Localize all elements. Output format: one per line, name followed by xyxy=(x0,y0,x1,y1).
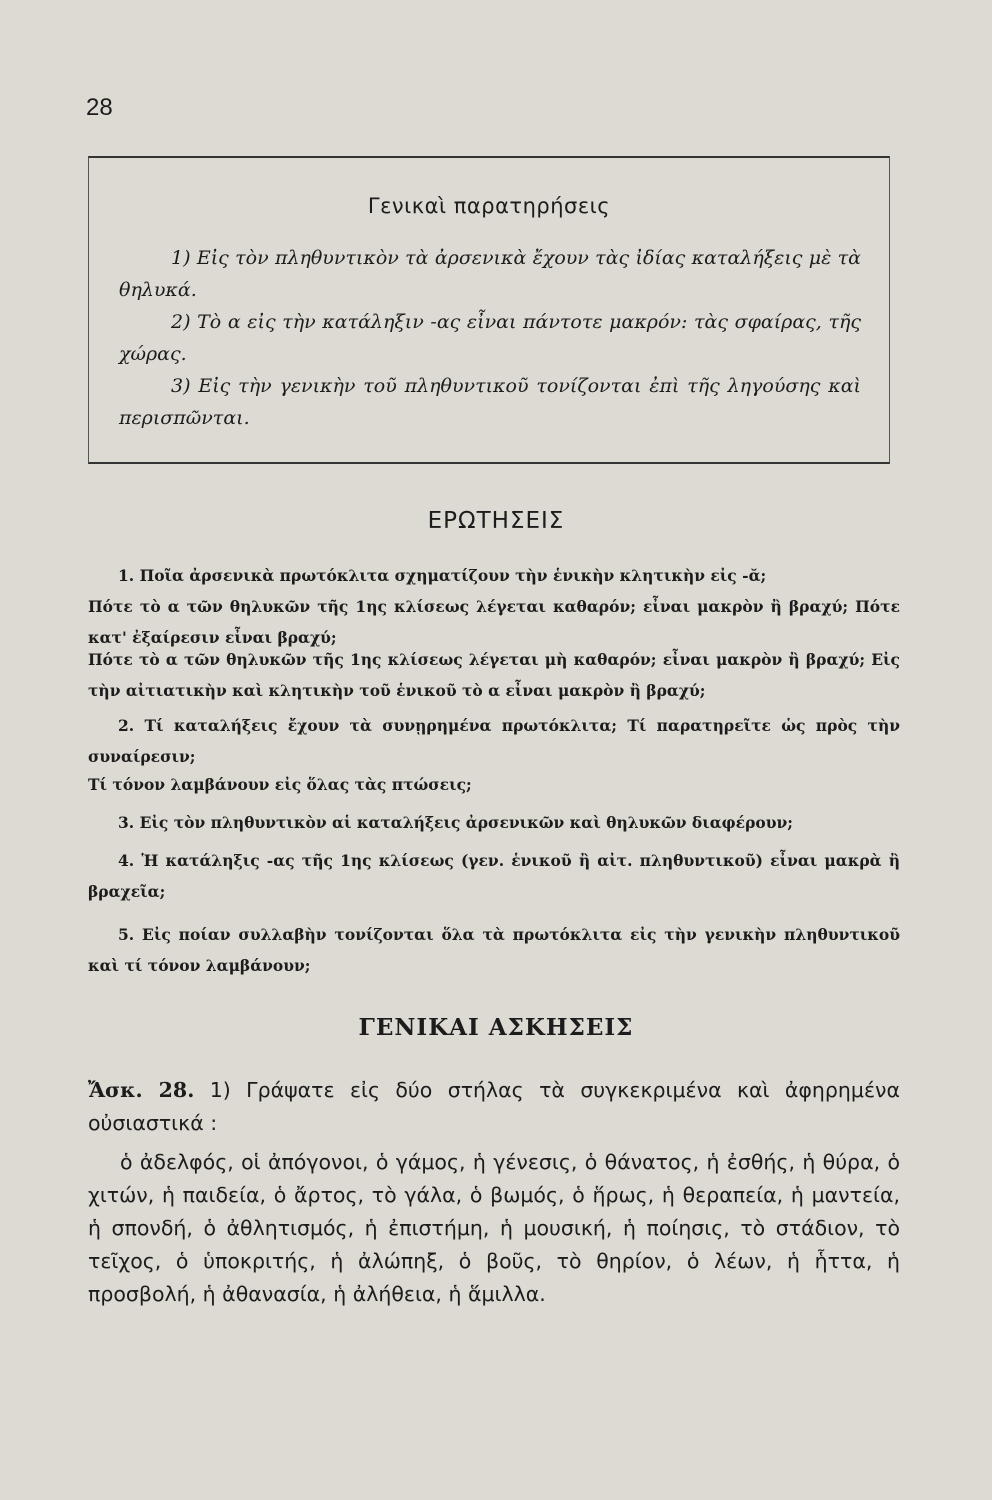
observations-box xyxy=(88,156,890,464)
exercise-instruction xyxy=(88,1074,900,1140)
question-1-part-b: Πότε τὸ α τῶν θηλυκῶν τῆς 1ης κλίσεως λέγεται καθαρόν; εἶναι μακρὸν ἢ βραχύ; Πότε κατ' ἐξαίρεσιν εἶναι βραχύ; xyxy=(88,597,900,647)
observation-item: 2) Τὸ α εἰς τὴν κατάληξιν -ας εἶναι πάντοτε μακρόν: τὰς σφαίρας, τῆς χώρας. xyxy=(119,311,861,365)
exercises-heading: ΓΕΝΙΚΑΙ ΑΣΚΗΣΕΙΣ xyxy=(358,1014,634,1041)
observation-item: 3) Εἰς τὴν γενικὴν τοῦ πληθυντικοῦ τονίζονται ἐπὶ τῆς ληγούσης καὶ περισπῶνται. xyxy=(119,375,861,429)
exercise-word-list: ὁ ἀδελφός, οἱ ἀπόγονοι, ὁ γάμος, ἡ γένεσις, ὁ θάνατος, ἡ ἐσθής, ἡ θύρα, ὁ χιτών, ἡ παιδεία, ὁ ἄρτος, τὸ γάλα, ὁ βωμός, ὁ ἥρως, ἡ θεραπεία, ἡ μαντεία, ἡ σπονδή, ὁ ἀθλητισμός, ἡ ἐπιστήμη, ἡ μουσική, ἡ ποίησις, τὸ στάδιον, τὸ τεῖχος, ὁ ὑποκριτής, ἡ ἀλώπηξ, ὁ βοῦς, τὸ θηρίον, ὁ λέων, ἡ ἧττα, ἡ προσβολή, ἡ ἀθανασία, ἡ ἀλήθεια, ἡ ἅμιλλα. xyxy=(88,1150,900,1306)
question-1: 1. Ποῖα ἀρσενικὰ πρωτόκλιτα σχηματίζουν τὴν ἑνικὴν κλητικὴν εἰς -ᾰ; xyxy=(118,566,767,585)
question-2-part-b: Τί τόνον λαμβάνουν εἰς ὅλας τὰς πτώσεις; xyxy=(88,775,472,794)
question-4: 4. Ἡ κατάληξις -ας τῆς 1ης κλίσεως (γεν. ἑνικοῦ ἢ αἰτ. πληθυντικοῦ) εἶναι μακρὰ ἢ βραχεῖα; xyxy=(88,851,900,901)
observation-item: 1) Εἰς τὸν πληθυντικὸν τὰ ἀρσενικὰ ἔχουν τὰς ἰδίας καταλήξεις μὲ τὰ θηλυκά. xyxy=(119,247,861,301)
question-1-part-c: Πότε τὸ α τῶν θηλυκῶν τῆς 1ης κλίσεως λέγεται μὴ καθαρόν; εἶναι μακρὸν ἢ βραχύ; Εἰς τὴν αἰτιατικὴν καὶ κλητικὴν τοῦ ἑνικοῦ τὸ α εἶναι μακρὸν ἢ βραχύ; xyxy=(88,650,900,700)
question-5: 5. Εἰς ποίαν συλλαβὴν τονίζονται ὅλα τὰ πρωτόκλιτα εἰς τὴν γενικὴν πληθυντικοῦ καὶ τί τόνον λαμβάνουν; xyxy=(88,925,900,975)
question-3: 3. Εἰς τὸν πληθυντικὸν αἱ καταλήξεις ἀρσενικῶν καὶ θηλυκῶν διαφέρουν; xyxy=(118,813,793,832)
exercise-text: 1) Γράψατε εἰς δύο στήλας τὰ συγκεκριμένα καὶ ἀφηρημένα οὐσιαστικά : xyxy=(88,1078,901,1135)
exercise-label: Ἄσκ. 28. xyxy=(88,1078,195,1102)
questions-heading: ΕΡΩΤΗΣΕΙΣ xyxy=(427,508,565,534)
observations-title: Γενικαὶ παρατηρήσεις xyxy=(367,194,611,218)
question-2: 2. Τί καταλήξεις ἔχουν τὰ συνῃρημένα πρωτόκλιτα; Τί παρατηρεῖτε ὡς πρὸς τὴν συναίρεσιν; xyxy=(88,716,900,766)
page-number: 28 xyxy=(86,94,113,121)
